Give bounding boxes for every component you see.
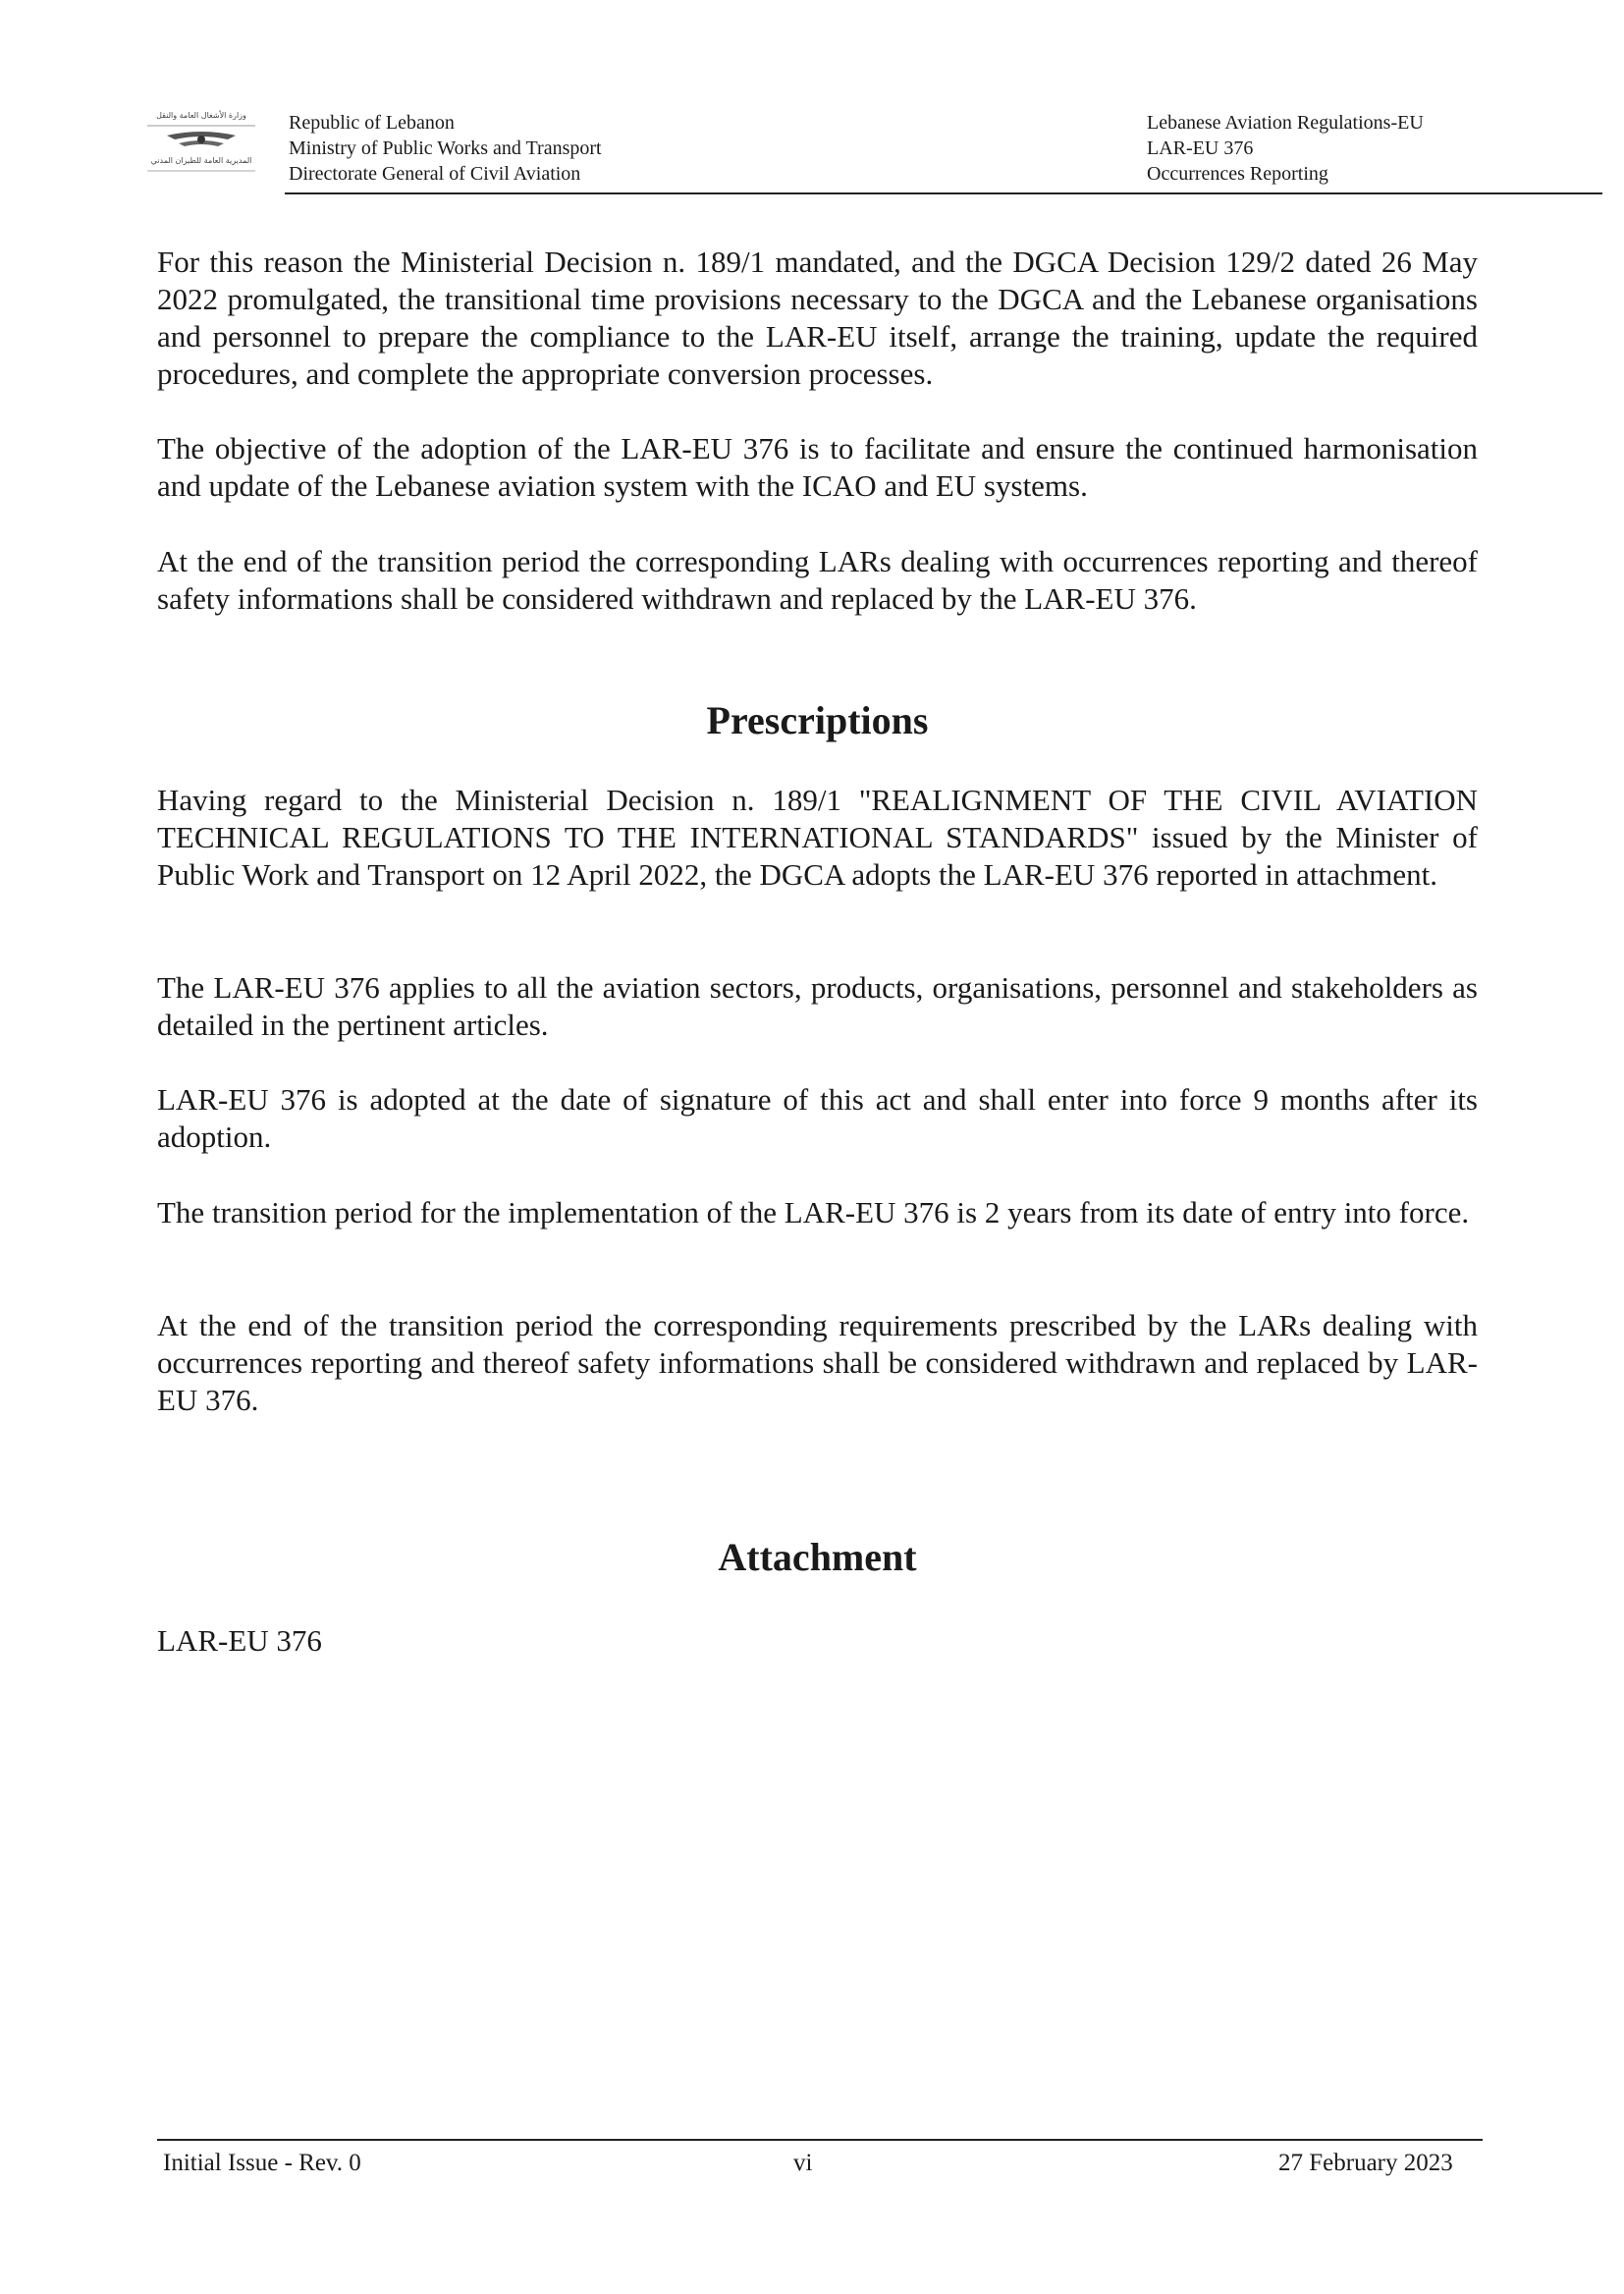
header-regulation-title: Lebanese Aviation Regulations-EU [1147, 112, 1424, 134]
header-divider [285, 192, 1602, 194]
dgca-logo [137, 106, 265, 183]
header-regulation-block [1147, 110, 1424, 187]
logo-arabic-line1: وزارة الأشغال العامة والنقل [156, 111, 246, 120]
header-directorate: Directorate General of Civil Aviation [289, 163, 581, 185]
paragraph-requirements-withdrawal: At the end of the transition period the corresponding requirements prescribed by the LARs dealing with occurrences reporting and thereof safety informations shall be considered withdrawn and replaced by LAR-EU 376. [157, 1308, 1478, 1417]
header-authority-block [289, 110, 602, 187]
dgca-emblem-icon [137, 106, 265, 183]
footer-page-number: vi [793, 2150, 813, 2176]
header-regulation-subject: Occurrences Reporting [1147, 163, 1328, 185]
paragraph-lar-withdrawal: At the end of the transition period the corresponding LARs dealing with occurrences reporting and thereof safety informations shall be considered withdrawn and replaced by the LAR-EU 376. [157, 544, 1478, 616]
header-country: Republic of Lebanon [289, 112, 455, 134]
heading-attachment: Attachment [718, 1535, 917, 1579]
footer-date: 27 February 2023 [1278, 2150, 1453, 2176]
header-ministry: Ministry of Public Works and Transport [289, 137, 602, 159]
paragraph-ministerial-decision: Having regard to the Ministerial Decision n. 189/1 "REALIGNMENT OF THE CIVIL AVIATION TECHNICAL REGULATIONS TO THE INTERNATIONAL STANDARDS" issued by the Minister of Public Work and Transport on 12 April 2022, the DGCA adopts the LAR-EU 376 reported in attachment. [157, 783, 1478, 892]
heading-prescriptions: Prescriptions [706, 698, 929, 742]
paragraph-entry-into-force: LAR-EU 376 is adopted at the date of signature of this act and shall enter into force 9 months after its adoption. [157, 1082, 1478, 1154]
header-regulation-code: LAR-EU 376 [1147, 137, 1254, 159]
logo-arabic-line2: المديرية العامة للطيران المدني [150, 156, 252, 165]
page-header [137, 106, 1465, 194]
footer-divider [157, 2139, 1483, 2141]
paragraph-transition-period: The transition period for the implementation of the LAR-EU 376 is 2 years from its date of entry into force. [157, 1195, 1470, 1229]
paragraph-transitional-provisions: For this reason the Ministerial Decision n. 189/1 mandated, and the DGCA Decision 129/2 dated 26 May 2022 promulgated, the transitional time provisions necessary to the DGCA and the Lebanese organisations and personnel to prepare the compliance to the LAR-EU itself, arrange the training, update the required procedures, and complete the appropriate conversion processes. [157, 245, 1478, 391]
footer-issue: Initial Issue - Rev. 0 [163, 2150, 361, 2176]
paragraph-applicability: The LAR-EU 376 applies to all the aviation sectors, products, organisations, personnel and stakeholders as detailed in the pertinent articles. [157, 970, 1478, 1042]
paragraph-objective: The objective of the adoption of the LAR-EU 376 is to facilitate and ensure the continued harmonisation and update of the Lebanese aviation system with the ICAO and EU systems. [157, 431, 1478, 503]
attachment-item: LAR-EU 376 [157, 1623, 322, 1658]
